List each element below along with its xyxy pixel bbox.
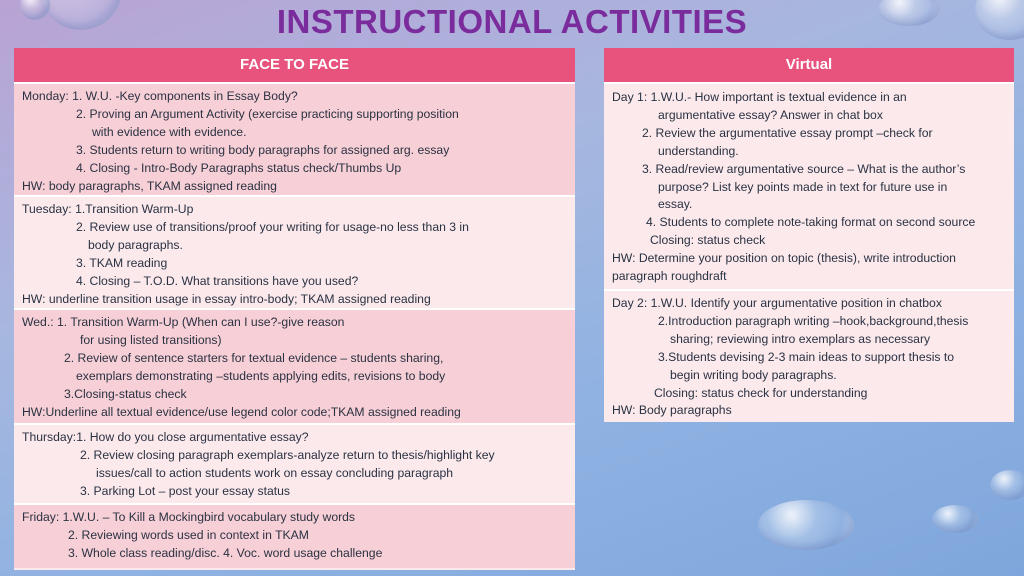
thursday-line: Thursday:1. How do you close argumentative essay? [22, 430, 309, 444]
tuesday-line: body paragraphs. [88, 237, 183, 252]
monday-cell [14, 84, 575, 197]
day1-line: Closing: status check [650, 233, 766, 248]
tuesday-cell [14, 197, 575, 310]
friday-cell [14, 505, 575, 568]
friday-line: 2. Reviewing words used in context in TKAM [68, 527, 309, 542]
monday-line: 3. Students return to writing body paragraphs for assigned arg. essay [76, 142, 450, 157]
virtual-header: Virtual [604, 48, 1014, 84]
day1-line: 2. Review the argumentative essay prompt –check for [642, 125, 933, 140]
tuesday-line: Tuesday: 1.Transition Warm-Up [22, 202, 194, 216]
thursday-line: 3. Parking Lot – post your essay status [80, 483, 291, 498]
day1-line: purpose? List key points made in text for future use in [658, 179, 948, 194]
wednesday-line: for using listed transitions) [80, 332, 222, 347]
day1-line: 3. Read/review argumentative source – What is the author’s [642, 161, 966, 176]
tuesday-line: 4. Closing – T.O.D. What transitions have you used? [76, 273, 359, 288]
day2-line: 3.Students devising 2-3 main ideas to support thesis to [658, 349, 955, 364]
tuesday-line: 3. TKAM reading [76, 255, 168, 270]
tuesday-line: HW: underline transition usage in essay intro-body; TKAM assigned reading [22, 291, 431, 306]
day1-line: HW: Determine your position on topic (thesis), write introduction [612, 251, 956, 266]
day2-line: Day 2: 1.W.U. Identify your argumentative position in chatbox [612, 296, 942, 310]
face-to-face-header: FACE TO FACE [14, 48, 575, 84]
page-title: INSTRUCTIONAL ACTIVITIES [276, 3, 748, 40]
bubble-decoration [990, 470, 1024, 500]
day2-line: Closing: status check for understanding [654, 385, 868, 400]
day2-line: begin writing body paragraphs. [670, 367, 837, 382]
bubble-decoration [758, 500, 854, 550]
friday-line: Friday: 1.W.U. – To Kill a Mockingbird vocabulary study words [22, 510, 356, 524]
day1-line: Day 1: 1.W.U.- How important is textual evidence in an [612, 90, 907, 104]
day2-line: HW: Body paragraphs [612, 403, 732, 418]
monday-line: with evidence with evidence. [92, 124, 247, 139]
day1-line: essay. [658, 197, 693, 212]
day2-cell [604, 291, 1014, 422]
monday-line: HW: body paragraphs, TKAM assigned reading [22, 178, 277, 193]
wednesday-cell [14, 310, 575, 425]
day1-line: argumentative essay? Answer in chat box [658, 107, 883, 122]
day1-line: understanding. [658, 143, 739, 158]
wednesday-line: exemplars demonstrating –students applying edits, revisions to body [76, 368, 446, 383]
wednesday-line: HW:Underline all textual evidence/use legend color code;TKAM assigned reading [22, 404, 461, 419]
monday-line: Monday: 1. W.U. -Key components in Essay Body? [22, 89, 298, 103]
bubble-decoration [932, 505, 978, 533]
friday-line: 3. Whole class reading/disc. 4. Voc. word usage challenge [68, 545, 383, 560]
face-to-face-panel [14, 48, 575, 570]
day1-line: paragraph roughdraft [612, 269, 727, 284]
day2-line: sharing; reviewing intro exemplars as necessary [670, 331, 931, 346]
wednesday-line: 2. Review of sentence starters for textual evidence – students sharing, [64, 350, 444, 365]
day1-line: 4. Students to complete note-taking format on second source [646, 215, 976, 230]
tuesday-line: 2. Review use of transitions/proof your writing for usage-no less than 3 in [76, 219, 469, 234]
thursday-cell [14, 425, 575, 505]
wednesday-line: 3.Closing-status check [64, 386, 187, 401]
wednesday-line: Wed.: 1. Transition Warm-Up (When can I use?-give reason [22, 315, 345, 329]
thursday-line: 2. Review closing paragraph exemplars-analyze return to thesis/highlight key [80, 447, 495, 462]
day2-line: 2.Introduction paragraph writing –hook,background,thesis [658, 313, 969, 328]
monday-line: 2. Proving an Argument Activity (exercise practicing supporting position [76, 106, 459, 121]
thursday-line: issues/call to action students work on essay concluding paragraph [96, 465, 454, 480]
monday-line: 4. Closing - Intro-Body Paragraphs status check/Thumbs Up [76, 160, 402, 175]
day1-cell [604, 84, 1014, 291]
virtual-panel [604, 48, 1014, 422]
